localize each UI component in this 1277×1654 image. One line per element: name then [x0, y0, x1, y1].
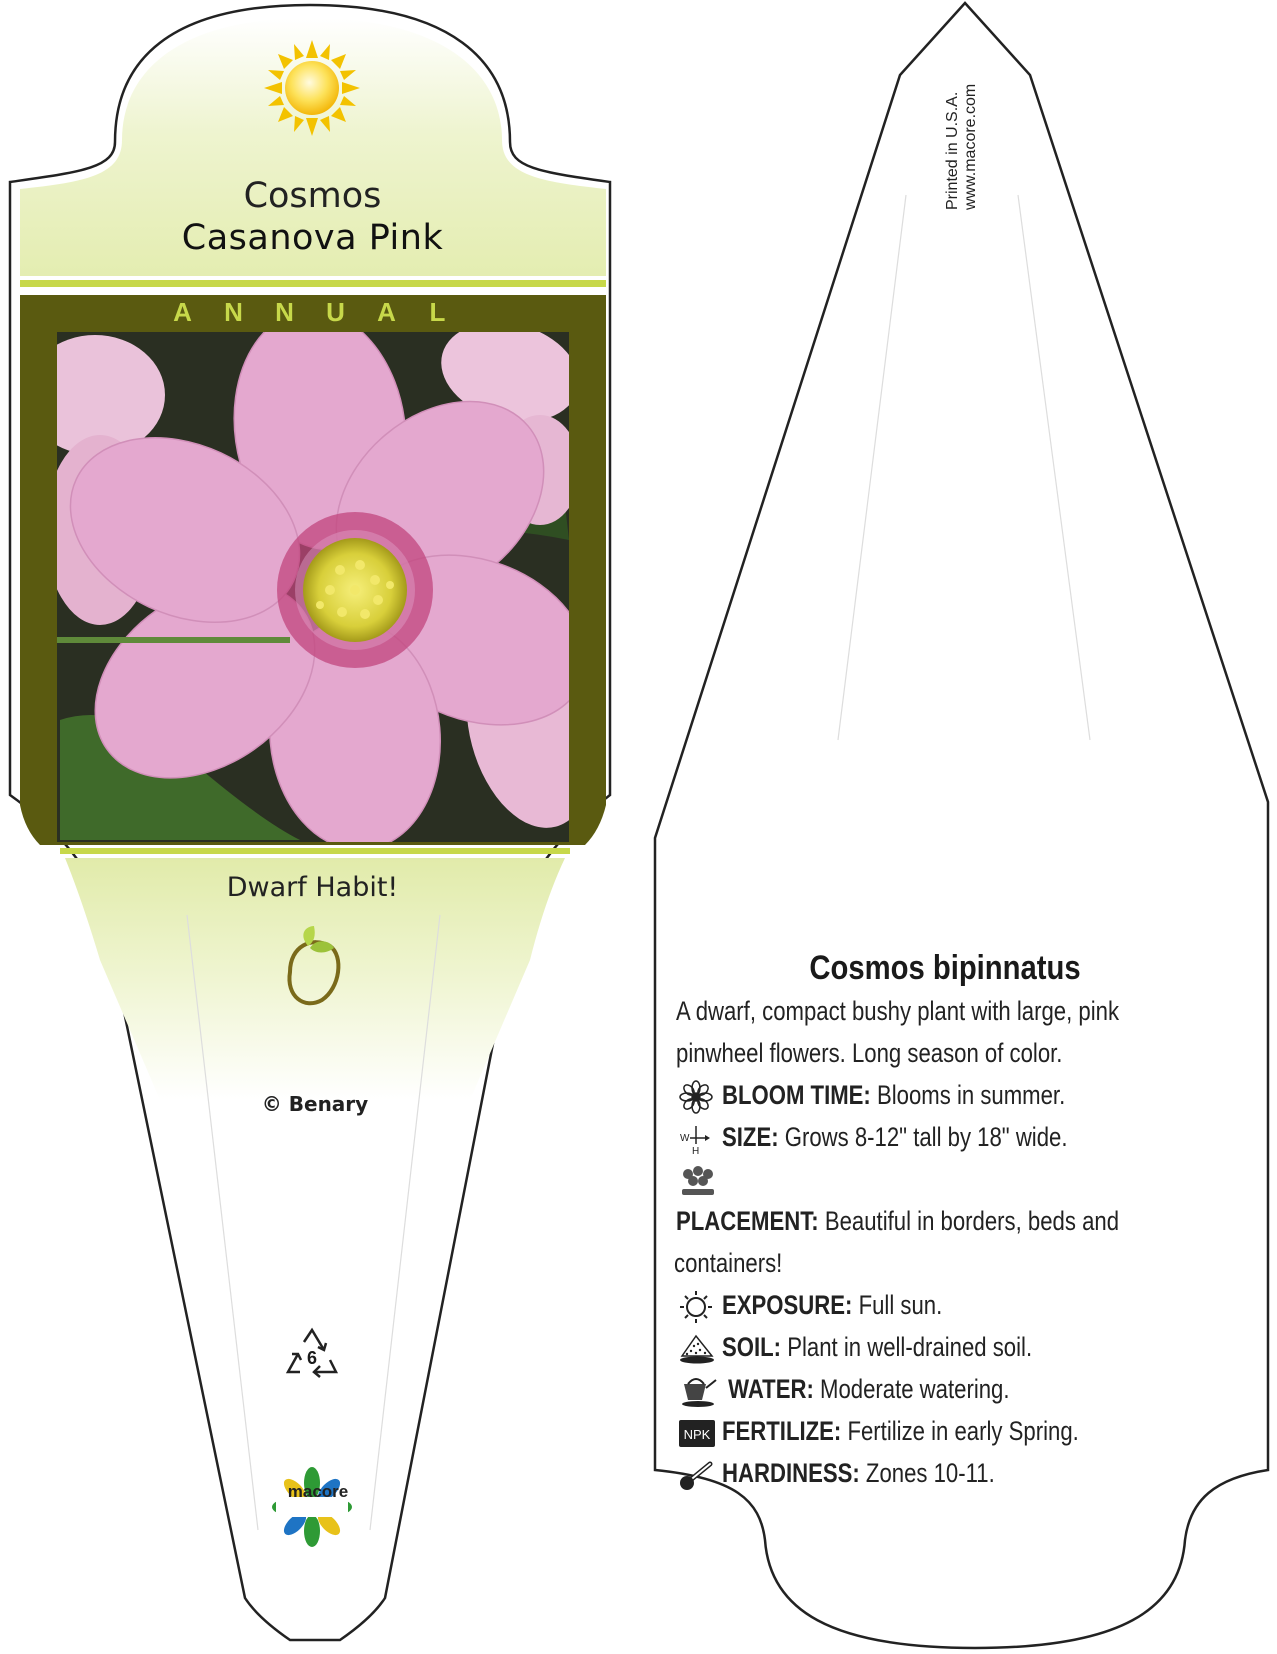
plant-cultivar: Casanova Pink [181, 218, 444, 258]
recycle-number: 6 [306, 1348, 317, 1368]
attribute-bloom-time [676, 1074, 1198, 1116]
attribute-text: Beautiful in borders, beds and [824, 1206, 1120, 1236]
attribute-hardiness [676, 1452, 1198, 1494]
attribute-label: FERTILIZE: [722, 1416, 842, 1446]
flower-photo [25, 299, 614, 857]
category-label [120, 296, 500, 328]
attribute-label: PLACEMENT: [676, 1206, 819, 1236]
attribute-text: Full sun. [858, 1290, 943, 1320]
category-letter: N [275, 297, 294, 327]
attribute-text: Zones 10-11. [865, 1458, 995, 1488]
attribute-text: Moderate watering. [820, 1374, 1010, 1404]
printed-info [944, 50, 979, 210]
thermometer-icon [676, 1458, 720, 1492]
attribute-label: SOIL: [722, 1332, 782, 1362]
watering-can-icon [676, 1374, 720, 1408]
botanical-name: Cosmos bipinnatus [809, 949, 1081, 987]
npk-text: NPK [683, 1426, 711, 1442]
attribute-label: BLOOM TIME: [722, 1080, 871, 1110]
brand-name: macore [287, 1482, 349, 1501]
npk-icon [676, 1416, 720, 1450]
description-line: A dwarf, compact bushy plant with large, pink [676, 996, 1120, 1026]
flower-icon [676, 1080, 720, 1114]
plant-genus: Cosmos [243, 176, 382, 216]
front-top-line [20, 280, 606, 287]
size-icon-h: H [692, 1145, 700, 1156]
category-letter: N [224, 297, 243, 327]
attribute-placement [676, 1158, 1198, 1242]
attribute-text: Grows 8-12" tall by 18" wide. [784, 1122, 1068, 1152]
attribute-text-continued: containers! [674, 1248, 783, 1278]
attribute-size [676, 1116, 1198, 1158]
soil-icon [676, 1332, 720, 1366]
category-letter: L [429, 297, 446, 327]
size-icon [676, 1122, 720, 1156]
attribute-text: Plant in well-drained soil. [787, 1332, 1033, 1362]
printed-in-usa: Printed in U.S.A. [944, 91, 961, 210]
attribute-label: EXPOSURE: [722, 1290, 853, 1320]
website: www.macore.com [962, 83, 979, 210]
attribute-text: Blooms in summer. [876, 1080, 1066, 1110]
sun-icon [676, 1290, 720, 1324]
category-letter: A [173, 297, 192, 327]
size-icon-w: W [680, 1132, 690, 1144]
attribute-fertilize [676, 1410, 1198, 1452]
category-letter: U [326, 297, 345, 327]
attribute-label: HARDINESS: [722, 1458, 860, 1488]
attribute-soil [676, 1326, 1198, 1368]
attribute-text: Fertilize in early Spring. [847, 1416, 1079, 1446]
copyright-notice: © Benary [261, 1092, 369, 1116]
sun-icon [264, 40, 360, 136]
front-mid-line [60, 848, 570, 854]
attribute-water [676, 1368, 1198, 1410]
care-info [674, 948, 1198, 1494]
attribute-label: WATER: [728, 1374, 814, 1404]
placement-icon [676, 1164, 720, 1198]
habit-note: Dwarf Habit! [226, 872, 399, 903]
attribute-exposure [676, 1284, 1198, 1326]
description-line: pinwheel flowers. Long season of color. [676, 1038, 1063, 1068]
attribute-label: SIZE: [722, 1122, 779, 1152]
category-letter: A [377, 297, 396, 327]
